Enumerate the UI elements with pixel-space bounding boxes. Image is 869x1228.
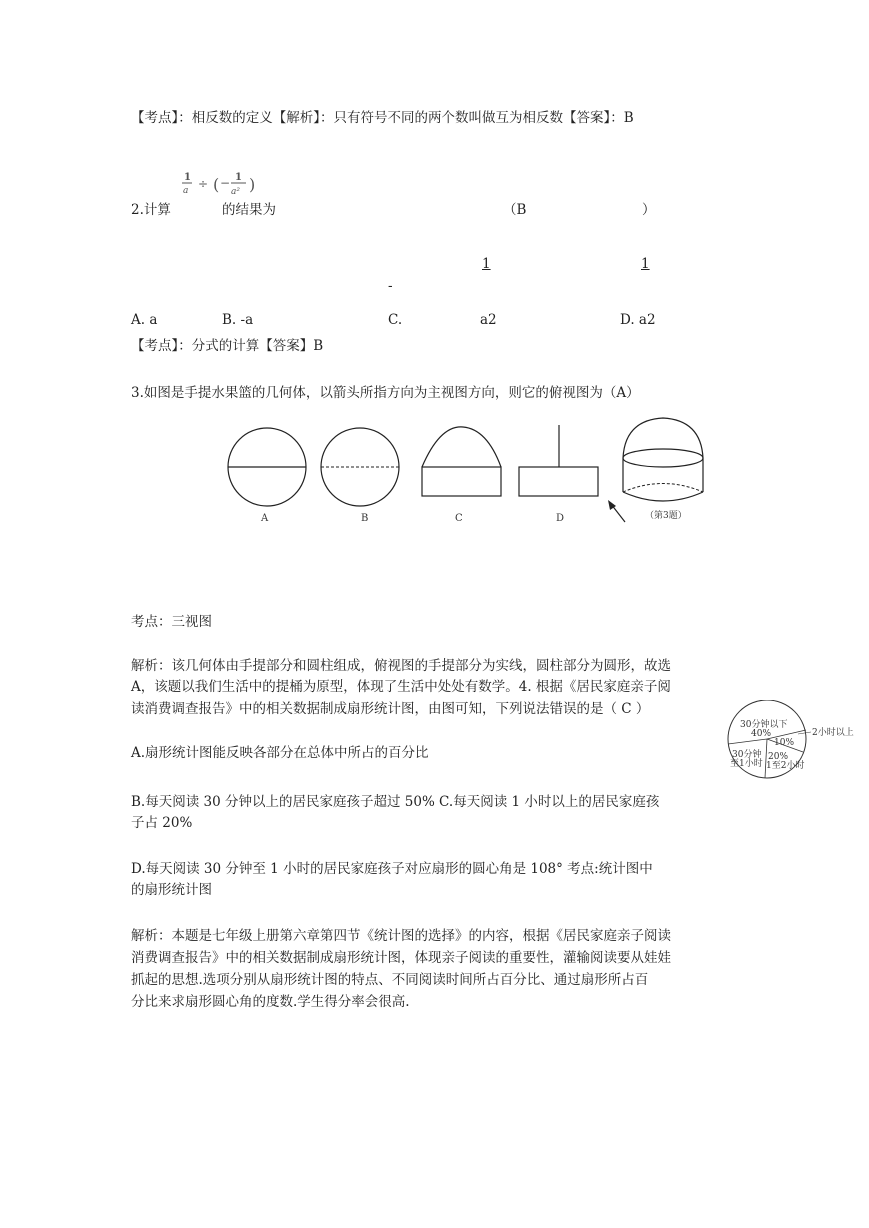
q3-figure-c [422, 427, 501, 496]
q2-option-d: D. a2 [620, 312, 656, 328]
q2-minus-dash: - [388, 278, 393, 294]
q3-figure [215, 415, 725, 530]
q2-d-numerator: 1 [641, 256, 650, 272]
q4-option-a: A.扇形统计图能反映各部分在总体中所占的百分比 [131, 745, 429, 761]
q2-left-numerator: 1 [184, 172, 191, 183]
q4-option-d-line1: D.每天阅读 30 分钟至 1 小时的居民家庭孩子对应扇形的圆心角是 108° 考点:统计图中 [131, 861, 653, 877]
q2-stem-prefix: 2.计算 [131, 202, 171, 218]
svg-text:−: − [220, 176, 231, 190]
q2-divide-op: ÷ [198, 177, 209, 191]
q2-note: 【考点】：分式的计算【答案】B [131, 338, 324, 354]
q3-analysis-line1: 解析：该几何体由手提部分和圆柱组成，俯视图的手提部分为实线，圆柱部分为圆形，故选 [131, 658, 671, 674]
arrow-icon [608, 500, 625, 522]
pie-callout-label: 2小时以上 [812, 728, 854, 738]
q2-answer-paren: （B [503, 202, 527, 218]
q3-figure-solid [623, 418, 703, 501]
q3-figure-b [321, 428, 399, 506]
q3-figure-a [228, 428, 306, 506]
q2-option-b: B. -a [222, 312, 254, 328]
pie-seg4-label2: 1至2小时 [766, 761, 805, 771]
q3-kaodian: 考点：三视图 [131, 614, 212, 630]
q4-analysis-line3: 抓起的思想.选项分别从扇形统计图的特点、不同阅读时间所占百分比、通过扇形所占百 [131, 972, 649, 988]
pie-seg1-label1: 30分钟以下 [740, 720, 788, 730]
q3-analysis-line3: 读消费调查报告》中的相关数据制成扇形统计图，由图可知，下列说法错误的是（ C ） [131, 701, 650, 717]
q2-option-c: C. [388, 312, 403, 328]
svg-text:(: ( [213, 175, 220, 194]
pie-seg3-label2: 至1小时 [730, 759, 763, 769]
q4-pie-chart [710, 700, 860, 780]
q2-option-c-value: a2 [480, 312, 497, 328]
q3-label-a: A [261, 513, 269, 524]
q4-option-bc-line2: 子占 20% [131, 815, 193, 831]
q3-label-d: D [556, 513, 565, 524]
q2-right-denominator: a² [231, 187, 240, 197]
q1-kaodian-line: 【考点】：相反数的定义【解析】：只有符号不同的两个数叫做互为相反数【答案】：B [131, 110, 634, 126]
q3-stem: 3.如图是手提水果篮的几何体，以箭头所指方向为主视图方向，则它的俯视图为（A） [131, 385, 640, 401]
q2-c-numerator: 1 [482, 256, 491, 272]
pie-seg1-label2: 40% [751, 729, 772, 739]
q4-option-d-line2: 的扇形统计图 [131, 882, 212, 898]
q4-analysis-line2: 消费调查报告》中的相关数据制成扇形统计图，体现亲子阅读的重要性，灌输阅读要从娃娃 [131, 950, 671, 966]
svg-text:): ) [249, 175, 256, 194]
q2-formula-svg [180, 168, 270, 202]
q4-option-bc-line1: B.每天阅读 30 分钟以上的居民家庭孩子超过 50% C.每天阅读 1 小时以上的居民家庭孩 [131, 794, 660, 810]
q3-analysis-line2: A，该题以我们生活中的提桶为原型，体现了生活中处处有数学。4. 根据《居民家庭亲子阅 [131, 679, 671, 695]
q2-option-a: A. a [131, 312, 158, 328]
q3-label-c: C [455, 513, 463, 524]
q4-analysis-line1: 解析：本题是七年级上册第六章第四节《统计图的选择》的内容，根据《居民家庭亲子阅读 [131, 928, 671, 944]
q2-stem-suffix: 的结果为 [222, 202, 276, 218]
pie-seg3-label1: 30分钟 [732, 750, 762, 760]
q2-right-numerator: 1 [235, 172, 242, 183]
q3-figure-d [519, 425, 598, 496]
q3-label-b: B [361, 513, 369, 524]
q2-paren-close: ） [642, 202, 656, 218]
pie-seg4-label1: 20% [768, 752, 789, 762]
pie-seg2-label: 10% [774, 738, 795, 748]
q3-figure-caption: （第3题） [645, 511, 687, 521]
q2-left-denominator: a [183, 186, 189, 196]
q4-analysis-line4: 分比来求扇形圆心角的度数.学生得分率会很高. [131, 994, 410, 1010]
